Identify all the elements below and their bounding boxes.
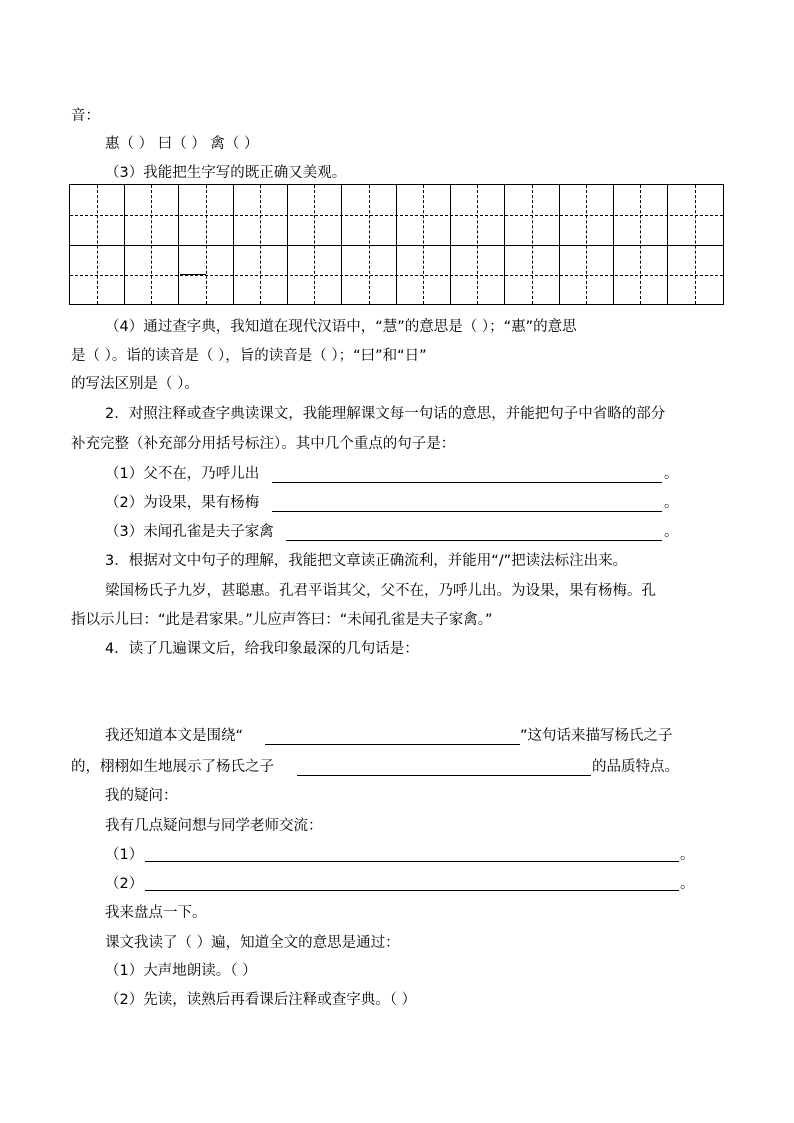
text-line-16b: ”这句话来描写杨氏之子 [520,728,673,744]
quality-blank[interactable] [297,775,591,776]
text-line-19: 我有几点疑问想与同学老师交流： [105,818,323,834]
text-line-16a: 我还知道本文是围绕“ [105,728,244,744]
sentence-2-blank[interactable] [272,511,662,512]
period-1: 。 [664,466,679,482]
text-line-22: 我来盘点一下。 [105,905,207,921]
writing-grid[interactable] [69,184,724,305]
sentence-3-label: （3）未闻孔雀是夫子家禽 [105,524,274,540]
text-line-4: （4）通过查字典，我知道在现代汉语中，“慧”的意思是（ ）；“惠”的意思 [105,319,577,335]
text-line-24: （1）大声地朗读。（ ） [105,963,257,979]
text-line-7: 2．对照注释或查字典读课文，我能理解课文每一句话的意思，并能把句子中省略的部分 [105,406,666,422]
text-line-23: 课文我读了（ ）遍，知道全文的意思是通过： [105,935,400,951]
sentence-2-label: （2）为设果，果有杨梅 [105,495,260,511]
sentence-3-blank[interactable] [286,540,662,541]
text-line-8: 补充完整（补充部分用括号标注）。其中几个重点的句子是： [71,436,456,452]
text-line-17b: 的品质特点。 [592,759,679,775]
question-1-blank[interactable] [145,861,679,862]
question-1-label: （1） [105,847,144,863]
text-line-13: 梁国杨氏子九岁，甚聪惠。孔君平诣其父，父不在，乃呼儿出。为设果，果有杨梅。孔 [105,583,656,599]
text-line-1: 音： [71,108,100,124]
theme-sentence-blank[interactable] [265,744,520,745]
period-3: 。 [664,524,679,540]
question-2-label: （2） [105,876,144,892]
period-5: 。 [680,876,695,892]
text-line-18: 我的疑问： [105,788,178,804]
sentence-1-blank[interactable] [272,482,662,483]
text-line-25: （2）先读，读熟后再看课后注释或查字典。（ ） [105,992,417,1008]
text-line-15: 4．读了几遍课文后，给我印象最深的几句话是： [105,641,419,657]
period-2: 。 [664,495,679,511]
text-line-5: 是（ ）。诣的读音是（ ），旨的读音是（ ）；“曰”和“日” [71,348,427,364]
text-line-3: （3）我能把生字写的既正确又美观。 [105,165,347,181]
text-line-17a: 的，栩栩如生地展示了杨氏之子 [71,759,274,775]
text-line-12: 3．根据对文中句子的理解，我能把文章读正确流利，并能用“/”把读法标注出来。 [105,553,628,569]
text-line-6: 的写法区别是（ ）。 [71,376,199,392]
period-4: 。 [680,847,695,863]
sentence-1-label: （1）父不在，乃呼儿出 [105,466,260,482]
text-line-14: 指以示儿曰：“此是君家果。”儿应声答曰：“未闻孔雀是夫子家禽。” [71,612,493,628]
question-2-blank[interactable] [145,890,679,891]
text-line-2: 惠（ ） 曰（ ） 禽（ ） [105,136,259,152]
